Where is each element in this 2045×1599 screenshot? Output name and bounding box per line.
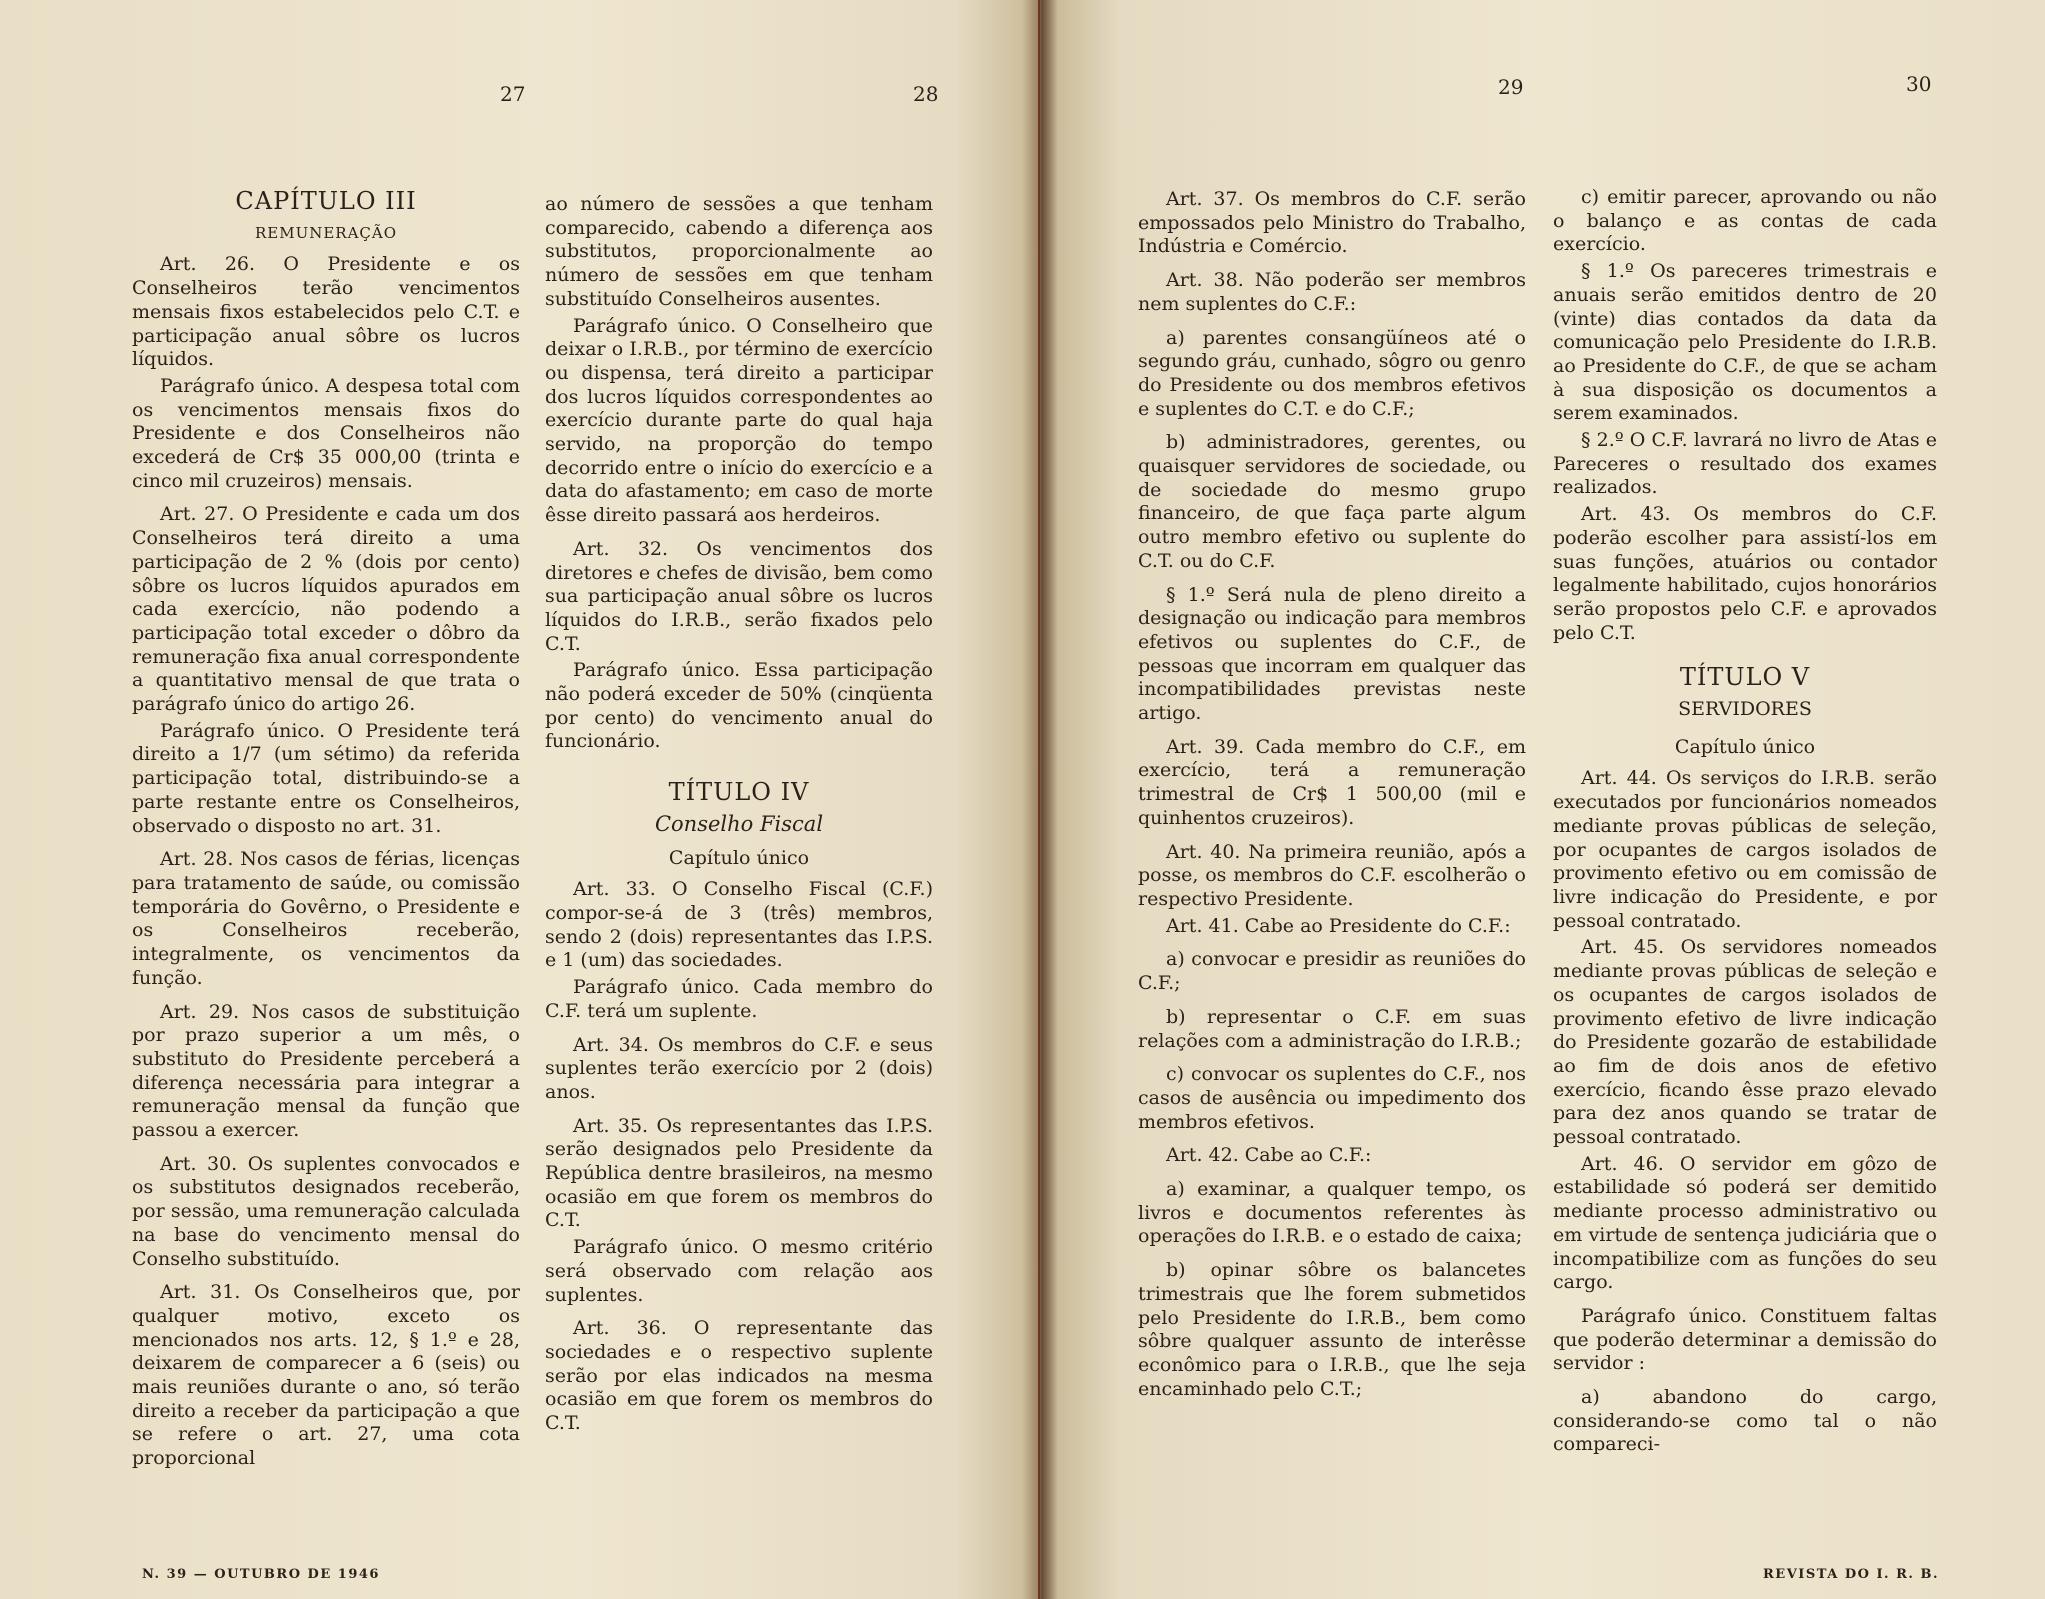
footer-journal: REVISTA DO I. R. B.: [1763, 1567, 1939, 1582]
paragraph: a) examinar, a qualquer tempo, os livros e documentos referentes às operações do I.R.B. e o estado de caixa;: [1138, 1178, 1526, 1248]
paragraph: Art. 41. Cabe ao Presidente do C.F.:: [1166, 914, 1511, 937]
paragraph: Art. 44. Os serviços do I.R.B. serão executados por funcionários nomeados mediante provas públicas de seleção, por ocupantes de cargos isolados de provimento efetivo ou em comissão de livre indicação do Presidente, e por pessoal contratado.: [1553, 767, 1937, 932]
paragraph: Art. 35. Os representantes das I.P.S. serão designados pelo Presidente da República dentre brasileiros, na mesmo ocasião em que forem os membros do C.T.: [545, 1114, 933, 1232]
title-heading: TÍTULO V: [1679, 663, 1811, 692]
paragraph: Art. 45. Os servidores nomeados mediante provas públicas de seleção e os ocupantes de cargos isolados de provimento efetivo de livre indicação do Presidente gozarão de estabilidade ao fim de dois anos de efetivo exercício, ficando êsse prazo elevado para dez anos quando se tratar de pessoal contratado.: [1553, 936, 1937, 1149]
chapter-heading: Capítulo único: [1674, 735, 1816, 758]
page-number-28: 28: [913, 82, 939, 106]
column-page-28: [545, 193, 933, 1439]
book-gutter: [1022, 0, 1058, 1599]
column-page-27: [132, 187, 520, 1474]
paragraph: Art. 27. O Presidente e cada um dos Conselheiros terá direito a uma participação de 2 % (dois por cento) sôbre os lucros líquidos apurados em cada exercício, não podendo a participação total exceder o dôbro da remuneração fixa anual correspondente a quantitativo mensal de que trata o parágrafo único do artigo 26.: [132, 503, 520, 716]
paragraph: Art. 36. O representante das sociedades e o respectivo suplente serão por elas indicados na mesma ocasião em que forem os membros do C.T.: [545, 1317, 933, 1435]
paragraph: Art. 32. Os vencimentos dos diretores e chefes de divisão, bem como sua participação anual sôbre os lucros líquidos do I.R.B., serão fixados pelo C.T.: [545, 537, 933, 655]
section-subtitle: REMUNERAÇÃO: [254, 223, 398, 242]
paragraph: b) administradores, gerentes, ou quaisquer servidores de sociedade, ou de sociedade do mesmo grupo financeiro, de que faça parte algum outro membro efetivo ou suplente do C.T. ou do C.F.: [1138, 431, 1526, 572]
paragraph: Art. 29. Nos casos de substituição por prazo superior a um mês, o substituto do Presidente perceberá a diferença necessária para integrar a remuneração mensal da função que passou a exercer.: [132, 1000, 520, 1142]
paragraph: b) representar o C.F. em suas relações com a administração do I.R.B.;: [1138, 1005, 1526, 1052]
paragraph: Art. 43. Os membros do C.F. poderão escolher para assistí-los em suas funções, atuários ou contador legalmente habilitado, cujos honorários serão propostos pelo C.F. e aprovados pelo C.T.: [1553, 503, 1937, 644]
page-number-27: 27: [500, 82, 526, 106]
paragraph: Parágrafo único. O mesmo critério será observado com relação aos suplentes.: [545, 1236, 933, 1306]
paragraph: Art. 40. Na primeira reunião, após a posse, os membros do C.F. escolherão o respectivo Presidente.: [1138, 840, 1526, 910]
paragraph: Art. 37. Os membros do C.F. serão empossados pelo Ministro do Trabalho, Indústria e Comércio.: [1138, 188, 1526, 258]
paragraph: Parágrafo único. O Presidente terá direito a 1/7 (um sétimo) da referida participação total, distribuindo-se a parte restante entre os Conselheiros, observado o disposto no art. 31.: [132, 719, 520, 837]
title-subtitle: SERVIDORES: [1678, 698, 1812, 721]
paragraph: Art. 30. Os suplentes convocados e os substitutos designados receberão, por sessão, uma remuneração calculada na base do vencimento mensal do Conselho substituído.: [132, 1152, 520, 1270]
chapter-heading: CAPÍTULO III: [235, 187, 417, 215]
paragraph: Parágrafo único. O Conselheiro que deixar o I.R.B., por término de exercício ou dispensa, terá direito a participar dos lucros líquidos correspondentes ao exercício durante parte do qual haja servido, na proporção do tempo decorrido entre o início do exercício e a data do afastamento; em caso de morte êsse direito passará aos herdeiros.: [545, 314, 933, 527]
paragraph: Art. 33. O Conselho Fiscal (C.F.) compor-se-á de 3 (três) membros, sendo 2 (dois) representantes das I.P.S. e 1 (um) das sociedades.: [545, 878, 933, 972]
paragraph: Art. 31. Os Conselheiros que, por qualquer motivo, exceto os mencionados nos arts. 12, § 1.º e 28, deixarem de comparecer a 6 (seis) ou mais reuniões durante o ano, só terão direito a receber da participação a que se refere o art. 27, uma cota proporcional: [132, 1281, 520, 1470]
paragraph: § 1.º Os pareceres trimestrais e anuais serão emitidos dentro de 20 (vinte) dias contados da data da comunicação pelo Presidente do I.R.B. ao Presidente do C.F., de que se acham à sua disposição os documentos a serem examinados.: [1553, 260, 1937, 425]
paragraph: b) opinar sôbre os balancetes trimestrais que lhe forem submetidos pelo Presidente do I.R.B., bem como sôbre qualquer assunto de interêsse econômico para o I.R.B., que lhe seja encaminhado pelo C.T.;: [1138, 1259, 1526, 1400]
paragraph: Parágrafo único. Constituem faltas que poderão determinar a demissão do servidor :: [1553, 1304, 1937, 1375]
chapter-heading: Capítulo único: [668, 846, 810, 869]
paragraph: Parágrafo único. Essa participação não poderá exceder de 50% (cinqüenta por cento) do vencimento anual do funcionário.: [545, 659, 933, 753]
title-subtitle: Conselho Fiscal: [654, 811, 824, 836]
footer-issue: N. 39 — OUTUBRO DE 1946: [142, 1567, 380, 1582]
paragraph: § 1.º Será nula de pleno direito a designação ou indicação para membros efetivos ou suplentes do C.F., de pessoas que incorram em qualquer das incompatibilidades previstas neste artigo.: [1138, 583, 1526, 725]
paragraph: Art. 28. Nos casos de férias, licenças para tratamento de saúde, ou comissão temporária do Govêrno, o Presidente e os Conselheiros receberão, integralmente, os vencimentos da função.: [132, 848, 520, 989]
paragraph: a) abandono do cargo, considerando-se como tal o não compareci-: [1553, 1386, 1937, 1456]
paragraph: Art. 34. Os membros do C.F. e seus suplentes terão exercício por 2 (dois) anos.: [545, 1033, 933, 1103]
column-page-29: [1138, 188, 1526, 1404]
page-number-29: 29: [1498, 75, 1524, 99]
title-heading: TÍTULO IV: [668, 778, 810, 807]
paragraph: Art. 26. O Presidente e os Conselheiros terão vencimentos mensais fixos estabelecidos pelo C.T. e participação anual sôbre os lucros líquidos.: [132, 253, 520, 371]
paragraph: a) convocar e presidir as reuniões do C.F.;: [1138, 948, 1526, 995]
page-number-30: 30: [1906, 72, 1932, 96]
column-page-30: [1553, 186, 1937, 1460]
paragraph: a) parentes consangüíneos até o segundo gráu, cunhado, sôgro ou genro do Presidente ou dos membros efetivos e suplentes do C.T. e do C.F.;: [1138, 326, 1526, 420]
paragraph: Art. 42. Cabe ao C.F.:: [1166, 1144, 1372, 1167]
paragraph: Parágrafo único. Cada membro do C.F. terá um suplente.: [545, 976, 933, 1022]
paragraph: ao número de sessões a que tenham comparecido, cabendo a diferença aos substitutos, proporcionalmente ao número de sessões em que tenham substituído Conselheiros ausentes.: [545, 193, 933, 310]
paragraph: Parágrafo único. A despesa total com os vencimentos mensais fixos do Presidente e dos Conselheiros não excederá de Cr$ 35 000,00 (trinta e cinco mil cruzeiros) mensais.: [132, 374, 520, 492]
paragraph: Art. 38. Não poderão ser membros nem suplentes do C.F.:: [1138, 269, 1526, 315]
paragraph: c) convocar os suplentes do C.F., nos casos de ausência ou impedimento dos membros efetivos.: [1138, 1063, 1526, 1133]
paragraph: Art. 39. Cada membro do C.F., em exercício, terá a remuneração trimestral de Cr$ 1 500,00 (mil e quinhentos cruzeiros).: [1138, 735, 1526, 829]
paragraph: c) emitir parecer, aprovando ou não o balanço e as contas de cada exercício.: [1553, 186, 1937, 256]
paragraph: Art. 46. O servidor em gôzo de estabilidade só poderá ser demitido mediante processo administrativo ou em virtude de sentença judiciária que o incompatibilize com as funções do seu cargo.: [1553, 1152, 1937, 1294]
paragraph: § 2.º O C.F. lavrará no livro de Atas e Pareceres o resultado dos exames realizados.: [1553, 429, 1937, 499]
